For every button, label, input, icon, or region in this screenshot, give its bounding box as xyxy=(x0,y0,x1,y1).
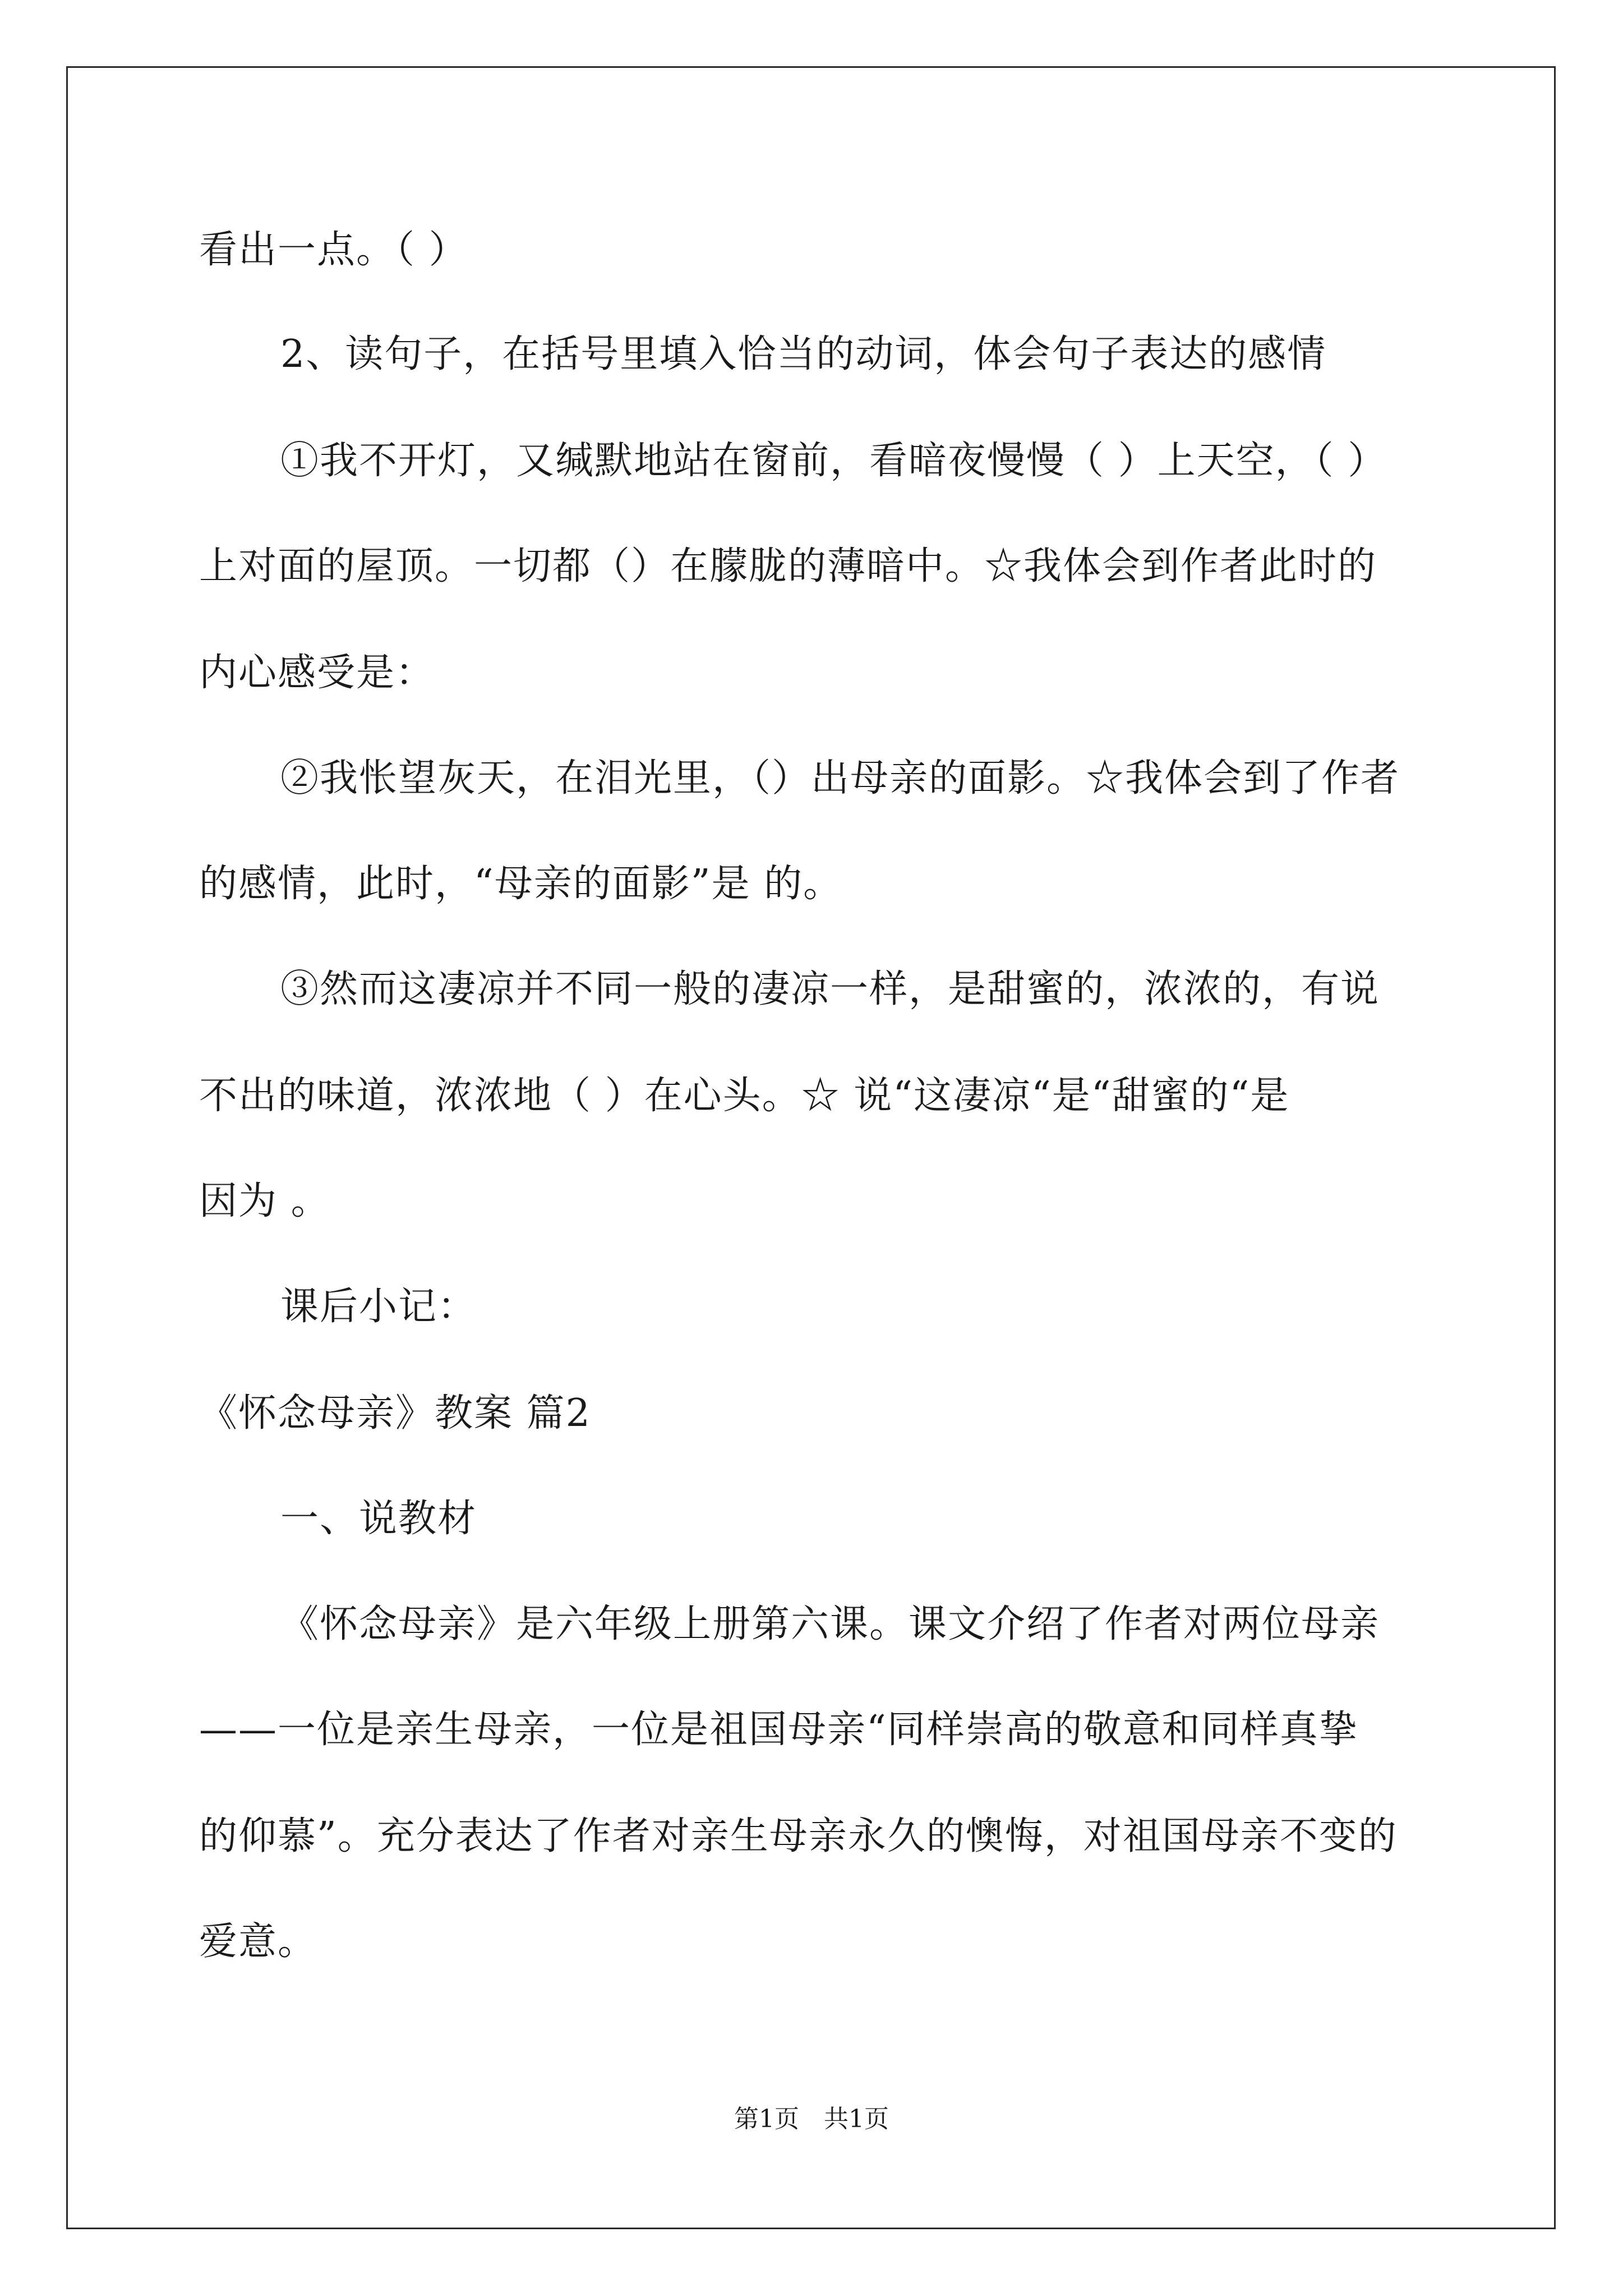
text-line-9: 不出的味道，浓浓地（ ）在心头。☆ 说“这凄凉“是“甜蜜的“是 xyxy=(199,1074,1290,1118)
text-line-17: 爱意。 xyxy=(199,1920,317,1964)
text-line-4: 上对面的屋顶。一切都（）在朦胧的薄暗中。☆我体会到作者此时的 xyxy=(199,544,1377,588)
page-border xyxy=(66,66,1556,2229)
text-line-7: 的感情，此时，“母亲的面影”是 的。 xyxy=(199,862,843,906)
after-class-notes-label: 课后小记： xyxy=(280,1285,477,1329)
text-line-16: 的仰慕”。充分表达了作者对亲生母亲永久的懊悔，对祖国母亲不变的 xyxy=(199,1814,1398,1858)
text-line-8: ③然而这凄凉并不同一般的凄凉一样，是甜蜜的，浓浓的，有说 xyxy=(280,967,1380,1011)
subsection-heading: 一、说教材 xyxy=(280,1497,477,1541)
text-line-2: 2、读句子，在括号里填入恰当的动词，体会句子表达的感情 xyxy=(280,332,1327,376)
text-line-14: 《怀念母亲》是六年级上册第六课。课文介绍了作者对两位母亲 xyxy=(280,1602,1380,1646)
page-footer: 第1页 共1页 xyxy=(734,2105,889,2133)
text-line-5: 内心感受是： xyxy=(199,651,435,695)
text-line-10: 因为 。 xyxy=(199,1179,330,1223)
section-heading: 《怀念母亲》教案 篇2 xyxy=(199,1391,591,1435)
text-line-6: ②我怅望灰天，在泪光里，（）出母亲的面影。☆我体会到了作者 xyxy=(280,756,1400,800)
text-line-15: ——一位是亲生母亲，一位是祖国母亲“同样崇高的敬意和同样真挚 xyxy=(199,1708,1358,1752)
text-line-3: ①我不开灯，又缄默地站在窗前，看暗夜慢慢（ ）上天空，（ ） xyxy=(280,439,1387,483)
text-line-1: 看出一点。（ ） xyxy=(199,228,468,272)
